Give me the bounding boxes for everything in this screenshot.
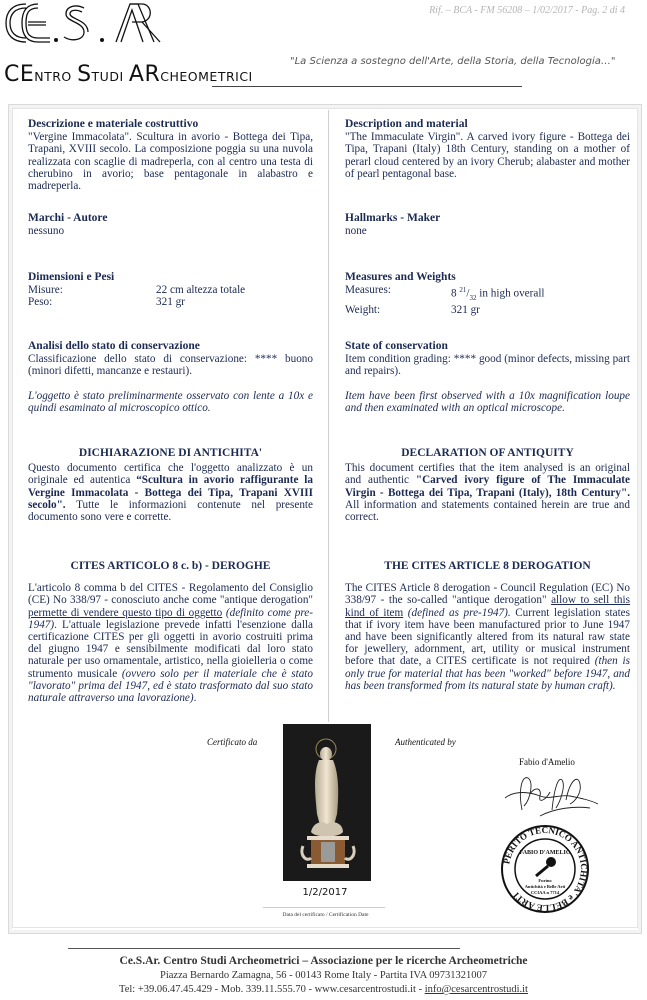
footer-divider xyxy=(68,948,460,949)
madonna-statue-image xyxy=(283,724,371,881)
dimension-label: Peso: xyxy=(28,296,53,309)
svg-text:PERITO TECNICO ANTICHITA' e BE: PERITO TECNICO ANTICHITA' e BELLE ARTI xyxy=(501,824,590,914)
marks-value: nessuno xyxy=(28,225,65,238)
section-heading: THE CITES ARTICLE 8 DEROGATION xyxy=(384,560,591,572)
svg-text:Antichità e Belle Arti: Antichità e Belle Arti xyxy=(524,884,566,889)
section-heading: Marchi - Autore xyxy=(28,212,108,224)
section-heading: Description and material xyxy=(345,118,468,130)
motto: "La Scienza a sostegno dell'Arte, della Storia, della Tecnologia…" xyxy=(290,56,616,67)
footer-address: Piazza Bernardo Zamagna, 56 - 00143 Rome Italy - Partita IVA 09731321007 xyxy=(160,970,487,981)
section-heading: Descrizione e materiale costruttivo xyxy=(28,118,199,130)
declaration-text: This document certifies that the item analysed is an original and authentic "Carved ivory figure of The Immaculate Virgin - Bottega dei Tipa, Trapani (Italy), 18th Century". All information and statements contained herein are true and correct. xyxy=(345,462,630,524)
signer-name: Fabio d'Amelio xyxy=(519,757,575,767)
cites-text: The CITES Article 8 derogation - Council Regulation (EC) No 338/97 - the so-called "antique derogation" allow to sell this kind of item (defined as pre-1947). Current legislation states that if ivory item have been manufactured prior to June 1947 and have been significantly altered from its natural raw state for jewellery, adornment, art, utility or musical instrument before that date, a CITES certificate is not required (then is only true for material that has been "worked" before 1947, and has been transformed from its natural state by human craft). xyxy=(345,582,630,692)
declaration-text: Questo documento certifica che l'oggetto analizzato è un originale ed autentica “Scultura in avorio raffigurante la Vergine Immacolata - Bottega dei Tipa, Trapani XVIII secolo". Tutte le informazioni contenute nel presente documento sono vere e corrette. xyxy=(28,462,313,524)
key-icon xyxy=(536,857,556,876)
svg-text:Furino: Furino xyxy=(538,878,552,883)
svg-text:CCIAA n 7714: CCIAA n 7714 xyxy=(530,890,560,895)
dimension-label: Weight: xyxy=(345,304,381,317)
authentication-stamp xyxy=(500,824,590,914)
dimension-label: Misure: xyxy=(28,284,63,297)
document-reference: Rif. – BCA - FM 56208 – 1/02/2017 - Pag. 2 di 4 xyxy=(429,5,625,16)
cites-text: L'articolo 8 comma b del CITES - Regolamento del Consiglio (CE) No 338/97 - conosciuto anche come "antique derogation" permette di vendere questo tipo di oggetto (definito come pre-1947). L'attuale legislazione prevede infatti l'esenzione dalla certificazione CITES per gli oggetti in avorio costruiti prima del giugno 1947 e sensibilmente modificati dal loro stato naturale per uso ornamentale, artistico, nella gioielleria o come strumento musicale (ovvero solo per il materiale che è stato "lavorato" prima del 1947, ed è stato trasformato dal suo stato naturale attraverso una lavorazione). xyxy=(28,582,313,705)
description-section-it xyxy=(28,118,313,192)
dimension-value: 321 gr xyxy=(451,304,480,317)
marks-section-en xyxy=(345,212,630,237)
email-link[interactable]: info@cesarcentrostudi.it xyxy=(424,984,528,995)
dimension-value: 8 $^{21}/_{32}$ in high overall xyxy=(451,286,545,303)
description-section-en xyxy=(345,118,630,180)
dimension-value: 321 gr xyxy=(156,296,185,309)
handwritten-signature xyxy=(500,770,600,820)
authenticated-by-label: Authenticated by xyxy=(395,737,456,747)
marks-value: none xyxy=(345,225,367,238)
section-heading: Dimensioni e Pesi xyxy=(28,271,115,283)
marks-section-it xyxy=(28,212,313,237)
footer-contacts xyxy=(0,984,647,995)
section-heading: Analisi dello stato di conservazione xyxy=(28,340,200,352)
cites-section-it xyxy=(28,560,313,704)
declaration-section-en xyxy=(345,447,630,523)
section-heading: DECLARATION OF ANTIQUITY xyxy=(401,447,574,459)
section-heading: State of conservation xyxy=(345,340,448,352)
date-divider xyxy=(263,907,385,908)
column-divider xyxy=(328,110,329,722)
cesar-logo-subtitle: CENTRO STUDI ARCHEOMETRICI xyxy=(4,62,253,87)
certification-date: 1/2/2017 xyxy=(302,887,348,898)
description-text: "The Immaculate Virgin". A carved ivory figure - Bottega dei Tipa, Trapani (Italy) 18th Century, standing on a mother of perarl cloud centered by an ivory Cherub; alabaster and mother of pearl pentagonal base. xyxy=(345,131,630,180)
conservation-text: Item condition grading: **** good (minor defects, missing part and repairs). xyxy=(345,353,630,378)
svg-text:FABIO D'AMELIO: FABIO D'AMELIO xyxy=(519,850,571,856)
dimension-value: 22 cm altezza totale xyxy=(156,284,246,297)
conservation-note: L'oggetto è stato preliminarmente osservato con lente a 10x e quindi esaminato al microscopico ottico. xyxy=(28,389,313,414)
section-heading: DICHIARAZIONE DI ANTICHITA' xyxy=(78,447,263,459)
dimensions-section-en xyxy=(345,271,630,317)
item-photo xyxy=(283,724,371,881)
conservation-section-it xyxy=(28,340,313,414)
certification-date-caption: Data del certificato / Certification Date xyxy=(282,912,369,918)
dimension-row xyxy=(28,284,313,296)
section-heading: CITES ARTICOLO 8 c. b) - DEROGHE xyxy=(70,560,271,572)
dimension-row xyxy=(345,304,630,316)
cites-section-en xyxy=(345,560,630,692)
section-heading: Measures and Weights xyxy=(345,271,456,283)
conservation-note: Item have been first observed with a 10x magnification loupe and then examinated with an optical microscope. xyxy=(345,389,630,414)
description-text: "Vergine Immacolata". Scultura in avorio - Bottega dei Tipa, Trapani, XVIII secolo. La composizione poggia su una nuvola realizzata con scaglie di madreperla, con al centro una testa di cherubino in avorio; base pentagonale in alabastro e madreperla. xyxy=(28,131,313,193)
dimensions-section-it xyxy=(28,271,313,309)
header-divider xyxy=(212,86,522,87)
section-heading: Hallmarks - Maker xyxy=(345,212,441,224)
dimension-row xyxy=(28,296,313,308)
dimension-label: Measures: xyxy=(345,284,391,297)
conservation-section-en xyxy=(345,340,630,414)
certified-by-label: Certificato da xyxy=(207,737,258,747)
conservation-text: Classificazione dello stato di conservazione: **** buono (minori difetti, mancanze e restauri). xyxy=(28,353,313,378)
footer-phone-web: Tel: +39.06.47.45.429 - Mob. 339.11.555.70 - www.cesarcentrostudi.it - xyxy=(119,984,425,995)
declaration-section-it xyxy=(28,447,313,523)
cesar-logo xyxy=(4,0,164,46)
footer-organization: Ce.S.Ar. Centro Studi Archeometrici – Associazione per le ricerche Archeometriche xyxy=(119,955,528,967)
dimension-row xyxy=(345,284,630,304)
